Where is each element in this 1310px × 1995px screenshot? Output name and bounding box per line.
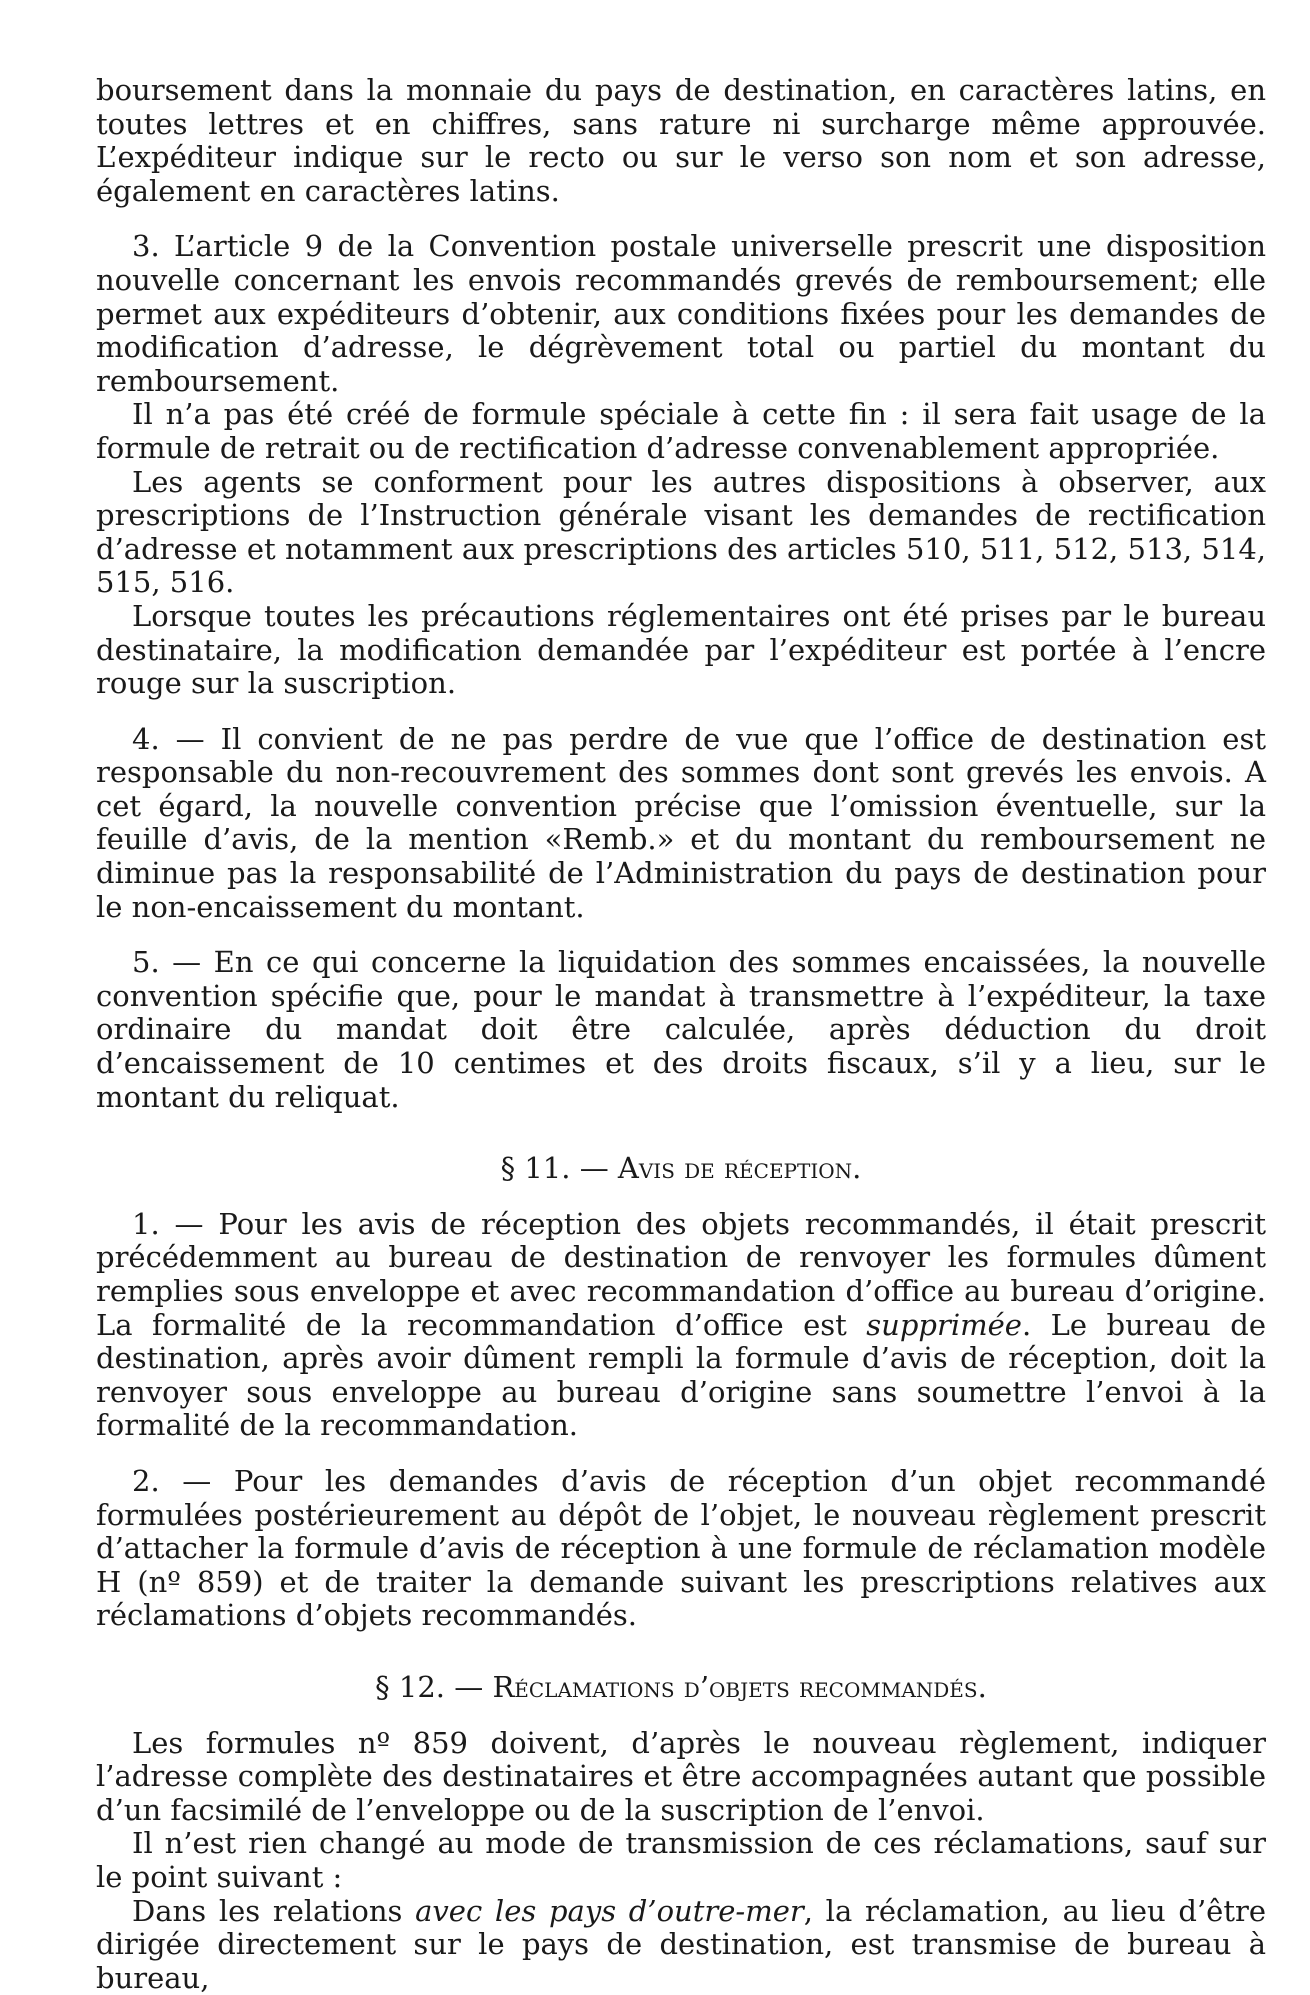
emphasis-text: avec les pays d’outre-mer	[415, 1894, 804, 1928]
paragraph-avis-2: 2. — Pour les demandes d’avis de réception d’un objet recommandé formulées postérieurement au dépôt de l’objet, le nouveau règlement prescrit d’attacher la formule d’avis de réception à une formule de réclamation modèle H (nº 859) et de traiter la demande suivant les prescriptions relatives aux réclamations d’objets recommandés.	[96, 1465, 1266, 1633]
paragraph-point-3: 3. L’article 9 de la Convention postale universelle prescrit une disposition nouvelle concernant les envois recommandés grevés de remboursement; elle permet aux expéditeurs d’obtenir, aux conditions fixées pour les demandes de modification d’adresse, le dégrèvement total ou partiel du montant du remboursement.	[96, 230, 1266, 398]
paragraph-point-5: 5. — En ce qui concerne la liquidation des sommes encaissées, la nouvelle convention spécifie que, pour le mandat à transmettre à l’expéditeur, la taxe ordinaire du mandat doit être calculée, après déduction du droit d’encaissement de 10 centimes et des droits fiscaux, s’il y a lieu, sur le montant du reliquat.	[96, 946, 1266, 1114]
emphasis-text: supprimée	[866, 1308, 1022, 1342]
document-page	[96, 74, 1266, 1995]
section-number: § 11. —	[501, 1151, 618, 1185]
section-heading-11	[96, 1152, 1266, 1186]
paragraph-agents: Les agents se conforment pour les autres dispositions à observer, aux prescriptions de l’Instruction générale visant les demandes de rectification d’adresse et notamment aux prescriptions des articles 510, 511, 512, 513, 514, 515, 516.	[96, 466, 1266, 600]
section-heading-12	[96, 1671, 1266, 1705]
section-title: Réclamations d’objets recommandés.	[492, 1670, 986, 1704]
paragraph-outre-mer	[96, 1895, 1266, 1995]
paragraph-formule: Il n’a pas été créé de formule spéciale à cette fin : il sera fait usage de la formule de retrait ou de rectification d’adresse convenablement appropriée.	[96, 398, 1266, 465]
text-run: . Le bureau de destination, après avoir dûment rempli la formule d’avis de réception, doit la renvoyer sous enveloppe au bureau d’origine sans soumettre l’envoi à la formalité de la recommandation.	[96, 1308, 1266, 1443]
section-number: § 12. —	[375, 1670, 492, 1704]
paragraph-formules-859: Les formules nº 859 doivent, d’après le nouveau règlement, indiquer l’adresse complète des destinataires et être accompagnées autant que possible d’un facsimilé de l’enveloppe ou de la suscription de l’envoi.	[96, 1727, 1266, 1828]
paragraph-continuation: boursement dans la monnaie du pays de destination, en caractères latins, en toutes lettres et en chiffres, sans rature ni surcharge même approuvée. L’expéditeur indique sur le recto ou sur le verso son nom et son adresse, également en caractères latins.	[96, 74, 1266, 208]
paragraph-point-4: 4. — Il convient de ne pas perdre de vue que l’office de destination est responsable du non-recouvrement des sommes dont sont grevés les envois. A cet égard, la nouvelle convention précise que l’omission éventuelle, sur la feuille d’avis, de la mention «Remb.» et du montant du remboursement ne diminue pas la responsabilité de l’Administration du pays de destination pour le non-encaissement du montant.	[96, 723, 1266, 925]
paragraph-transmission: Il n’est rien changé au mode de transmission de ces réclamations, sauf sur le point suivant :	[96, 1827, 1266, 1894]
section-title: Avis de réception.	[618, 1151, 861, 1185]
text-run: Dans les relations	[132, 1894, 415, 1928]
paragraph-precautions: Lorsque toutes les précautions réglementaires ont été prises par le bureau destinataire, la modification demandée par l’expéditeur est portée à l’encre rouge sur la suscription.	[96, 600, 1266, 701]
paragraph-avis-1	[96, 1208, 1266, 1443]
text-run: , la réclamation, au lieu d’être dirigée directement sur le pays de destination, est transmise de bureau à bureau,	[96, 1894, 1266, 1995]
text-run: 1. — Pour les avis de réception des objets recommandés, il était prescrit précédemment au bureau de destination de renvoyer les formules dûment remplies sous enveloppe et avec recommandation d’office au bureau d’origine. La formalité de la recommandation d’office est	[96, 1207, 1266, 1342]
